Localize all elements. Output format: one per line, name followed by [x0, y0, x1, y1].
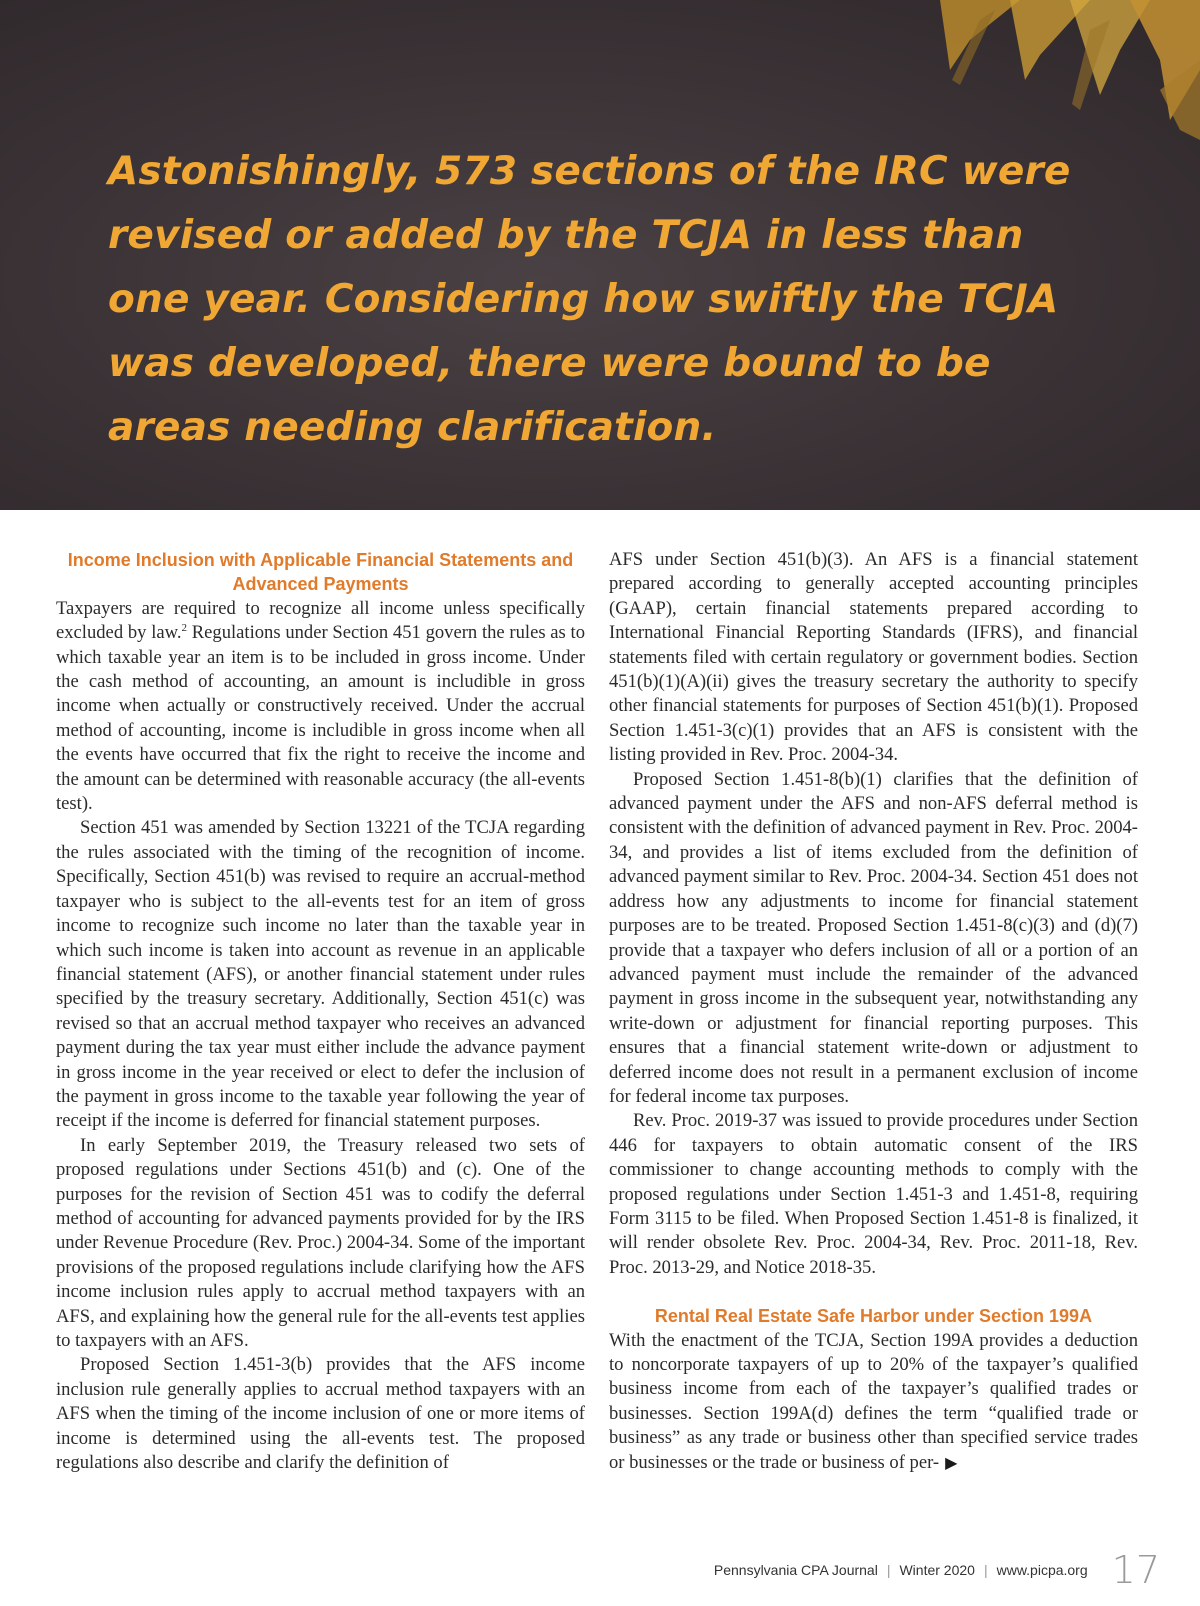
pull-quote-banner — [0, 0, 1200, 510]
footer-separator: | — [886, 1562, 891, 1578]
footer-journal-name: Pennsylvania CPA Journal — [713, 1562, 878, 1578]
page-number: 17 — [1111, 1548, 1160, 1592]
paragraph-text: Regulations under Section 451 govern the rules as to which taxable year an item is to be included in gross income. Under the cash method of accounting, an amount is includible in gross income when actually or constructively received. Under the accrual method of accounting, income is includible in gross income when all the events have occurred that fix the right to receive the income and the amount can be determined with reasonable accuracy (the all-events test). — [56, 622, 586, 815]
paragraph: Proposed Section 1.451-3(b) provides that the AFS income inclusion rule generally applies to accrual method taxpayers with an AFS when the timing of the income inclusion of one or more items of income is determined using the all-events test. The proposed regulations also describe and clarify the definition of — [56, 1354, 585, 1474]
footnote-marker: 2 — [181, 622, 187, 635]
article-column-right — [609, 548, 1138, 1476]
footer-separator: | — [983, 1562, 988, 1578]
paragraph — [609, 1329, 1138, 1476]
paragraph: In early September 2019, the Treasury released two sets of proposed regulations under Sections 451(b) and (c). One of the purposes for the revision of Section 451 was to codify the deferral method of accounting for advanced payments provided for by the IRS under Revenue Procedure (Rev. Proc.) 2004-34. Some of the important provisions of the proposed regulations include clarifying how the AFS income inclusion rules apply to accrual method taxpayers with an AFS, and explaining how the general rule for the all-events test applies to taxpayers with an AFS. — [56, 1134, 585, 1351]
paragraph: Section 451 was amended by Section 13221 of the TCJA regarding the rules associated with the timing of the recognition of income. Specifically, Section 451(b) was revised to require an accrual-method taxpayer who is subject to the all-events test for an item of gross income to recognize such income no later than the taxable year in which such income is taken into account as revenue in an applicable financial statement (AFS), or another financial statement under rules specified by the treasury secretary. Additionally, Section 451(c) was revised so that an accrual method taxpayer who receives an advanced payment during the tax year must either include the advance payment in gross income in the year received or elect to defer the inclusion of the payment in gross income to the taxable year following the year of receipt if the income is deferred for financial statement purposes. — [56, 817, 585, 1132]
section-heading-rental-safe-harbor: Rental Real Estate Safe Harbor under Section 199A — [654, 1306, 1093, 1327]
section-heading-income-inclusion: Income Inclusion with Applicable Financial Statements and Advanced Payments — [67, 550, 574, 595]
paragraph: Proposed Section 1.451-8(b)(1) clarifies that the definition of advanced payment under the AFS and non-AFS deferral method is consistent with the definition of advanced payment in Rev. Proc. 2004-34, and provides a list of items excluded from the definition of advanced payment similar to Rev. Proc. 2004-34. Section 451 does not address how any adjustments to income for financial statement purposes are to be treated. Proposed Section 1.451-8(c)(3) and (d)(7) provide that a taxpayer who defers inclusion of all or a portion of an advanced payment must include the remainder of the advanced payment in gross income in the subsequent year, notwithstanding any write-down or adjustment for financial reporting purposes. This ensures that a financial statement write-down or adjustment to deferred income does not result in a permanent exclusion of income for federal income tax purposes. — [609, 768, 1138, 1107]
paragraph — [56, 597, 585, 817]
paragraph: AFS under Section 451(b)(3). An AFS is a financial statement prepared according to generally accepted accounting principles (GAAP), certain financial statements prepared according to International Financial Reporting Standards (IFRS), and financial statements filed with certain regulatory or government bodies. Section 451(b)(1)(A)(ii) gives the treasury secretary the authority to specify other financial statements for purposes of Section 451(b)(1). Proposed Section 1.451-3(c)(1) provides that an AFS is consistent with the listing provided in Rev. Proc. 2004-34. — [609, 549, 1138, 766]
footer-website: www.picpa.org — [996, 1562, 1088, 1578]
paragraph-text: With the enactment of the TCJA, Section 199A provides a deduction to noncorporate taxpayers of up to 20% of the taxpayer’s qualified business income from each of the taxpayer’s qualified trades or businesses. Section 199A(d) defines the term “qualified trade or business” as any trade or business other than specified service trades or businesses or the trade or business of per- — [609, 1329, 1138, 1473]
article-column-left — [56, 548, 585, 1475]
paragraph-text: Taxpayers are required to recognize all income unless specifically excluded by law. — [56, 597, 585, 644]
paragraph: Rev. Proc. 2019-37 was issued to provide procedures under Section 446 for taxpayers to obtain automatic consent of the IRS commissioner to change accounting methods to comply with the proposed regulations under Section 1.451-3 and 1.451-8, requiring Form 3115 to be filed. When Proposed Section 1.451-8 is finalized, it will render obsolete Rev. Proc. 2004-34, Rev. Proc. 2011-18, Rev. Proc. 2013-29, and Notice 2018-35. — [609, 1110, 1138, 1278]
pull-quote: Astonishingly, 573 sections of the IRC were revised or added by the TCJA in less than one year. Considering how swiftly the TCJA was developed, there were bound to be areas needing clarification. — [108, 149, 1071, 450]
footer-issue: Winter 2020 — [899, 1562, 975, 1578]
continue-arrow-icon: ▶ — [945, 1454, 958, 1472]
page-footer — [600, 1545, 1160, 1595]
